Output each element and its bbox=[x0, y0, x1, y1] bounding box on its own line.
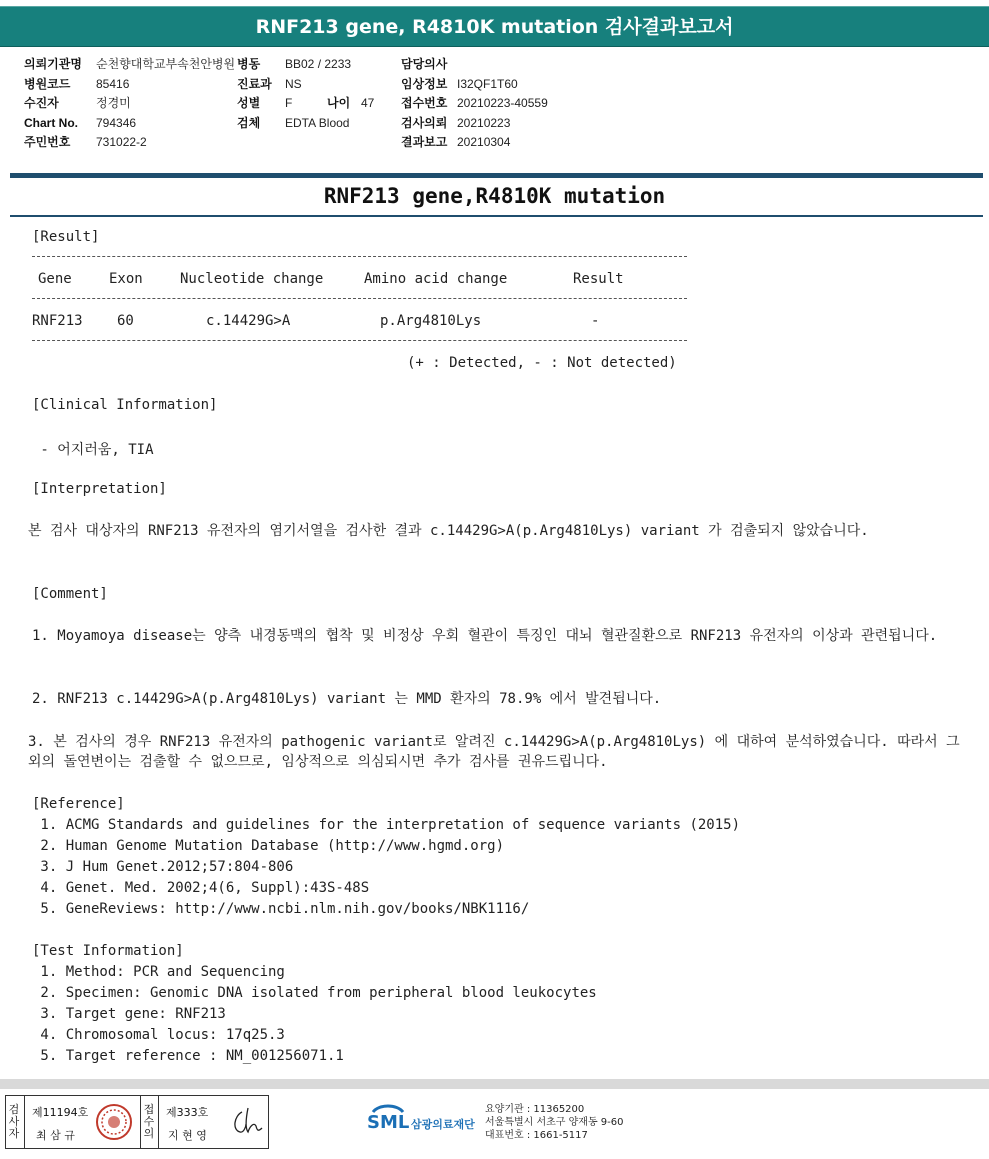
signature-box bbox=[5, 1095, 269, 1149]
table-cell-amino-acid: p.Arg4810Lys bbox=[380, 313, 482, 329]
value-patient: 정경미 bbox=[96, 96, 131, 110]
label-age: 나이 bbox=[327, 96, 351, 110]
examiner-name: 최 삼 규 bbox=[36, 1129, 75, 1142]
clinical-text: - 어지러움, TIA bbox=[32, 442, 154, 458]
signature-separator bbox=[140, 1096, 141, 1148]
label-request-date: 검사의뢰 bbox=[401, 115, 448, 130]
reference-item-2: 2. Human Genome Mutation Database (http://www.hgmd.org) bbox=[32, 838, 505, 854]
table-rule-bottom bbox=[32, 340, 687, 341]
signature-separator bbox=[158, 1096, 159, 1148]
label-physician: 담당의사 bbox=[401, 57, 448, 71]
test-info-item-2: 2. Specimen: Genomic DNA isolated from peripheral blood leukocytes bbox=[32, 985, 597, 1001]
value-department: NS bbox=[285, 76, 302, 91]
comment-heading: [Comment] bbox=[32, 586, 108, 602]
label-report-date: 결과보고 bbox=[401, 135, 448, 149]
approver-label: 접 수 의 bbox=[143, 1103, 155, 1140]
reference-heading: [Reference] bbox=[32, 796, 125, 812]
reference-item-1: 1. ACMG Standards and guidelines for the interpretation of sequence variants (2015) bbox=[32, 817, 741, 833]
label-patient: 수진자 bbox=[24, 96, 59, 110]
interpretation-text: 본 검사 대상자의 RNF213 유전자의 염기서열을 검사한 결과 c.14429G>A(p.Arg4810Lys) variant 가 검출되지 않았습니다. bbox=[28, 523, 869, 539]
test-info-item-4: 4. Chromosomal locus: 17q25.3 bbox=[32, 1027, 285, 1043]
table-cell-nucleotide: c.14429G>A bbox=[206, 313, 291, 329]
approver-signature-icon bbox=[228, 1104, 266, 1140]
label-receipt-no: 접수번호 bbox=[401, 96, 448, 110]
approver-name: 지 현 영 bbox=[168, 1129, 207, 1142]
examiner-seal-icon bbox=[95, 1103, 133, 1141]
table-rule-top bbox=[32, 256, 687, 257]
table-header-amino-acid: Amino acid change bbox=[364, 271, 508, 287]
report-title: RNF213 gene,R4810K mutation bbox=[323, 184, 666, 208]
value-sex: F bbox=[285, 96, 293, 110]
approver-license-no: 제333호 bbox=[166, 1106, 209, 1119]
value-receipt-no: 20210223-40559 bbox=[457, 96, 548, 110]
value-ward: BB02 / 2233 bbox=[285, 57, 352, 71]
label-hospital-code: 병원코드 bbox=[24, 76, 71, 91]
patient-info-col1 bbox=[24, 55, 235, 153]
result-heading: [Result] bbox=[32, 229, 100, 245]
comment-item-3: 3. 본 검사의 경우 RNF213 유전자의 pathogenic variant로 알려진 c.14429G>A(p.Arg4810Lys) 에 대하여 분석하였습니다. 따라서 그 외의 돌연변이는 검출할 수 없으므로, 임상적으로 의심되시면 추가 검사를 권유드립니다. bbox=[28, 734, 960, 770]
value-age: 47 bbox=[361, 96, 375, 110]
label-resident-no: 주민번호 bbox=[24, 135, 71, 149]
test-info-item-3: 3. Target gene: RNF213 bbox=[32, 1006, 226, 1022]
table-header-result: Result bbox=[573, 271, 624, 287]
test-info-heading: [Test Information] bbox=[32, 943, 184, 959]
signature-separator bbox=[24, 1096, 25, 1148]
test-info-item-5: 5. Target reference : NM_001256071.1 bbox=[32, 1048, 344, 1064]
value-resident-no: 731022-2 bbox=[96, 135, 147, 149]
org-code: 요양기관 : 11365200 bbox=[485, 1104, 585, 1115]
value-chart-no: 794346 bbox=[96, 115, 137, 130]
patient-info-col2 bbox=[237, 55, 374, 133]
comment-item-1: 1. Moyamoya disease는 양측 내경동맥의 협착 및 비정상 우회 혈관이 특징인 대뇌 혈관질환으로 RNF213 유전자의 이상과 관련됩니다. bbox=[32, 628, 938, 644]
value-clinical-info: I32QF1T60 bbox=[457, 76, 518, 91]
section-divider bbox=[10, 173, 983, 178]
clinical-heading: [Clinical Information] bbox=[32, 397, 218, 413]
footer-divider bbox=[0, 1079, 989, 1089]
result-legend: (+ : Detected, - : Not detected) bbox=[407, 355, 677, 371]
table-cell-result: - bbox=[591, 313, 600, 329]
test-info-item-1: 1. Method: PCR and Sequencing bbox=[32, 964, 285, 980]
table-rule-mid bbox=[32, 298, 687, 299]
value-specimen: EDTA Blood bbox=[285, 115, 350, 130]
org-name: 삼광의료재단 bbox=[411, 1118, 475, 1131]
org-phone: 대표번호 : 1661-5117 bbox=[485, 1130, 588, 1141]
examiner-license-no: 제11194호 bbox=[32, 1106, 89, 1119]
org-details bbox=[485, 1103, 624, 1142]
patient-info-col3 bbox=[401, 55, 548, 153]
comment-item-2: 2. RNF213 c.14429G>A(p.Arg4810Lys) variant 는 MMD 환자의 78.9% 에서 발견됩니다. bbox=[32, 691, 662, 707]
label-clinical-info: 임상정보 bbox=[401, 76, 448, 91]
org-address: 서울특별시 서초구 양재동 9-60 bbox=[485, 1117, 624, 1128]
value-request-date: 20210223 bbox=[457, 115, 511, 130]
label-institution: 의뢰기관명 bbox=[24, 57, 82, 71]
label-department: 진료과 bbox=[237, 76, 272, 91]
report-header-bar bbox=[0, 6, 989, 47]
value-report-date: 20210304 bbox=[457, 135, 511, 149]
label-specimen: 검체 bbox=[237, 115, 261, 130]
label-ward: 병동 bbox=[237, 57, 261, 71]
value-hospital-code: 85416 bbox=[96, 76, 130, 91]
table-cell-exon: 60 bbox=[117, 313, 134, 329]
table-header-nucleotide: Nucleotide change bbox=[180, 271, 324, 287]
table-cell-gene: RNF213 bbox=[32, 313, 83, 329]
org-logo-text: SML bbox=[367, 1112, 410, 1133]
title-underline bbox=[10, 215, 983, 217]
table-header-gene: Gene bbox=[38, 271, 72, 287]
report-header-title: RNF213 gene, R4810K mutation 검사결과보고서 bbox=[255, 16, 734, 38]
label-sex: 성별 bbox=[237, 96, 261, 110]
reference-item-3: 3. J Hum Genet.2012;57:804-806 bbox=[32, 859, 294, 875]
value-institution: 순천향대학교부속천안병원 bbox=[96, 57, 236, 71]
label-chart-no: Chart No. bbox=[24, 115, 78, 130]
reference-item-4: 4. Genet. Med. 2002;4(6, Suppl):43S-48S bbox=[32, 880, 370, 896]
table-header-exon: Exon bbox=[109, 271, 143, 287]
examiner-label: 검 사 자 bbox=[8, 1103, 20, 1140]
interpretation-heading: [Interpretation] bbox=[32, 481, 167, 497]
reference-item-5: 5. GeneReviews: http://www.ncbi.nlm.nih.gov/books/NBK1116/ bbox=[32, 901, 530, 917]
